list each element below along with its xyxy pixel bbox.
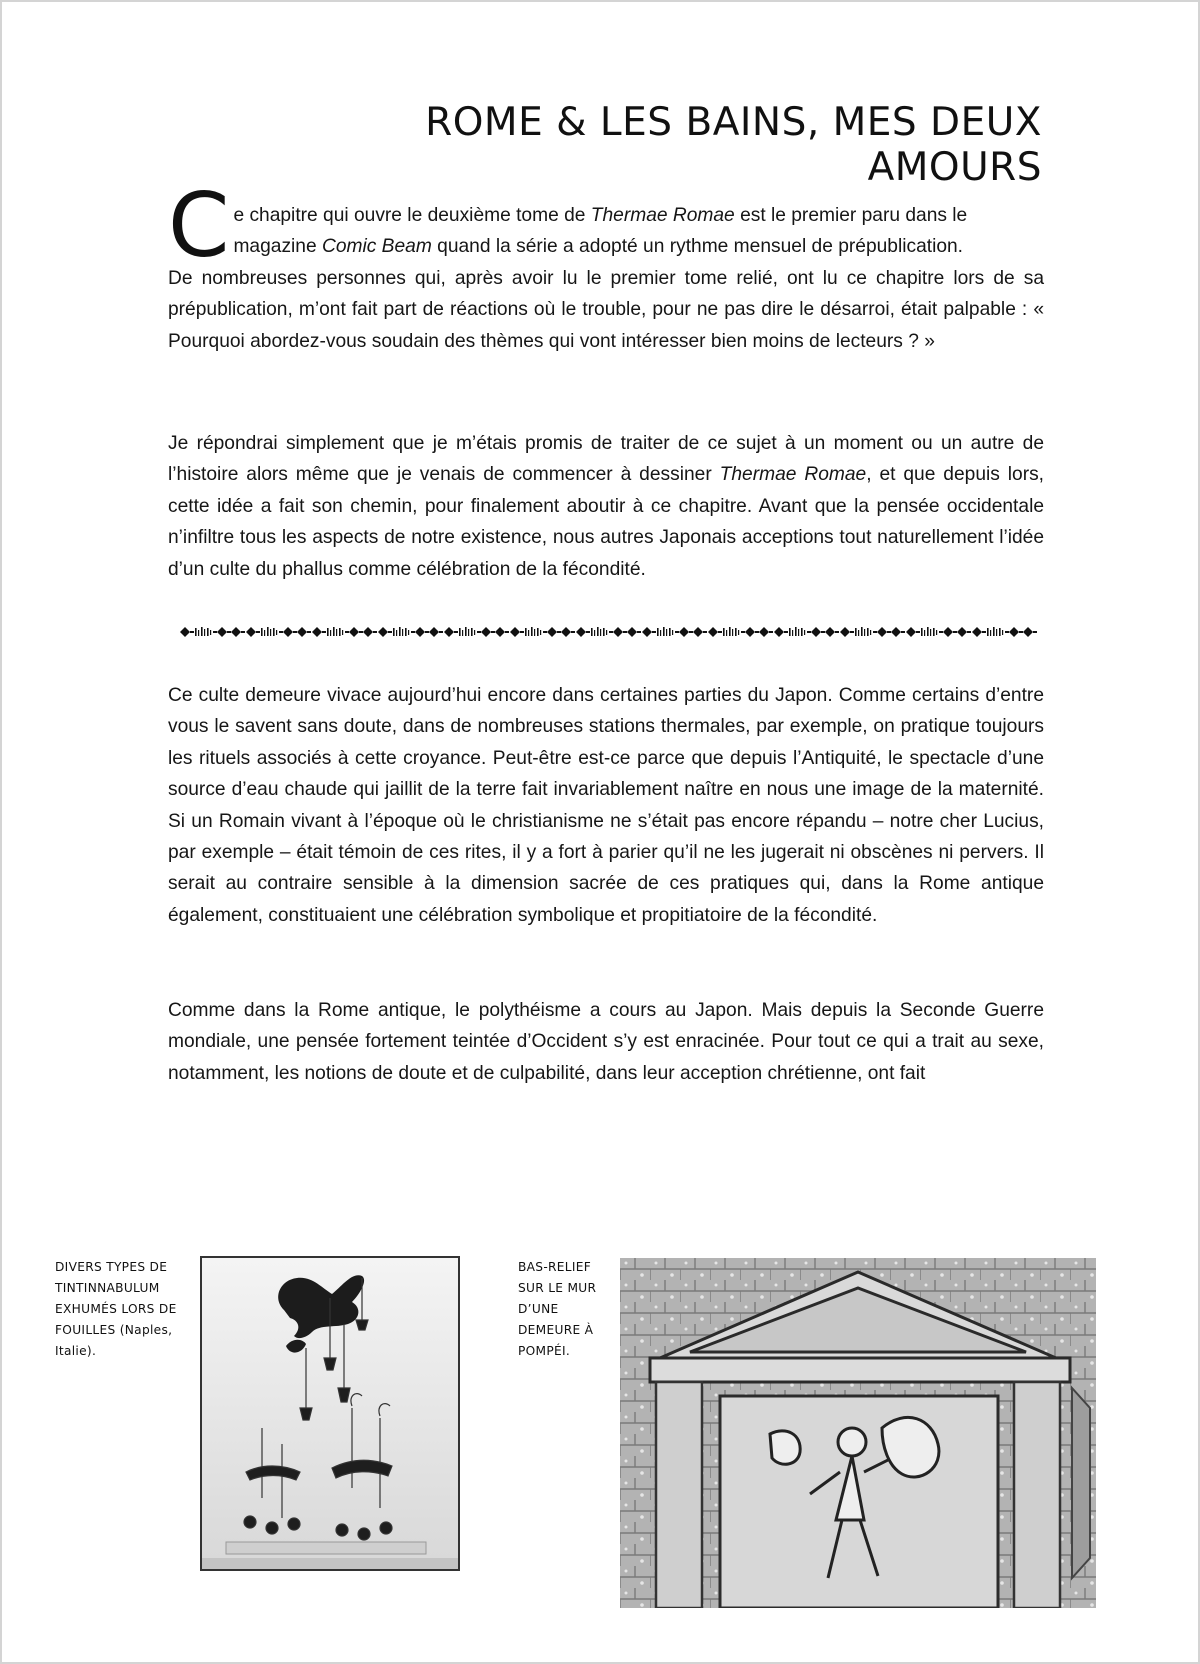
intro-rest: De nombreuses personnes qui, après avoir lu le premier tome relié, ont lu ce chapitre lors de sa prépublication, m’ont fait part de réactions où le trouble, pour ne pas dire le désarroi, était palpable : « Pourquoi abordez-vous soudain des thèmes qui vont intéresser bien moins de lecteurs ? »	[168, 267, 1044, 352]
figure-caption-bas-relief: BAS-RELIEF SUR LE MUR D’UNE DEMEURE À POMPÉI.	[518, 1260, 597, 1358]
p2-part-a: Je répondrai simplement que je m’étais promis de traiter de ce sujet à un moment ou un autre de l’histoire alors même que je venais de commencer à dessiner	[168, 433, 1044, 486]
ornamental-divider	[180, 625, 1048, 639]
article-title: ROME & LES BAINS, MES DEUX AMOURS	[425, 100, 1042, 190]
drop-cap: C	[168, 174, 230, 277]
intro-line1-c: est le premier paru dans le	[734, 205, 968, 226]
p2-part-c: , et que depuis lors, cette idée a fait son chemin, pour finalement aboutir à ce chapitre. Avant que la pensée occidentale n’infiltre tous les aspects de notre existence, nous autres Japonais acceptions tout naturellement l’idée d’un culte du phallus comme célébration de la fécondité.	[168, 464, 1045, 580]
intro-line2-a: magazine	[233, 236, 322, 258]
bas-relief-photo	[620, 1258, 1096, 1608]
title-reference-thermae-romae: Thermae Romae	[590, 205, 735, 226]
figure-caption-tintinnabulum: DIVERS TYPES DE TINTINNABULUM EXHUMÉS LORS DE FOUILLES (Naples, Italie).	[55, 1260, 177, 1358]
title-reference-thermae-romae-2: Thermae Romae	[719, 464, 867, 486]
magazine-reference-comic-beam: Comic Beam	[321, 236, 432, 258]
paragraph-intro	[168, 174, 1044, 357]
intro-line1-a: e chapitre qui ouvre le deuxième tome de	[233, 205, 591, 226]
paragraph-2	[168, 428, 1044, 585]
intro-line2-c: quand la série a adopté un rythme mensuel de prépublication.	[431, 236, 964, 258]
paragraph-4: Comme dans la Rome antique, le polythéisme a cours au Japon. Mais depuis la Seconde Guerre mondiale, une pensée fortement teintée d’Occident s’y est enracinée. Pour tout ce qui a trait au sexe, notamment, les notions de doute et de culpabilité, dans leur acception chrétienne, ont fait	[168, 1000, 1044, 1084]
paragraph-3: Ce culte demeure vivace aujourd’hui encore dans certaines parties du Japon. Comme certains d’entre vous le savent sans doute, dans de nombreuses stations thermales, par exemple, on pratique toujours les rituels associés à cette croyance. Peut-être est-ce parce que depuis l’Antiquité, le spectacle d’une source d’eau chaude qui jaillit de la terre fait invariablement naître en nous une image de la maternité. Si un Romain vivant à l’époque où le christianisme ne s’était pas encore répandu – notre cher Lucius, par exemple – était témoin de ces rites, il y a fort à parier qu’il ne les jugerait ni obscènes ni pervers. Il serait au contraire sensible à la dimension sacrée de ces pratiques qui, dans la Rome antique également, constituaient une célébration symbolique et propitiatoire de la fécondité.	[168, 685, 1044, 926]
tintinnabulum-photo	[200, 1256, 460, 1571]
